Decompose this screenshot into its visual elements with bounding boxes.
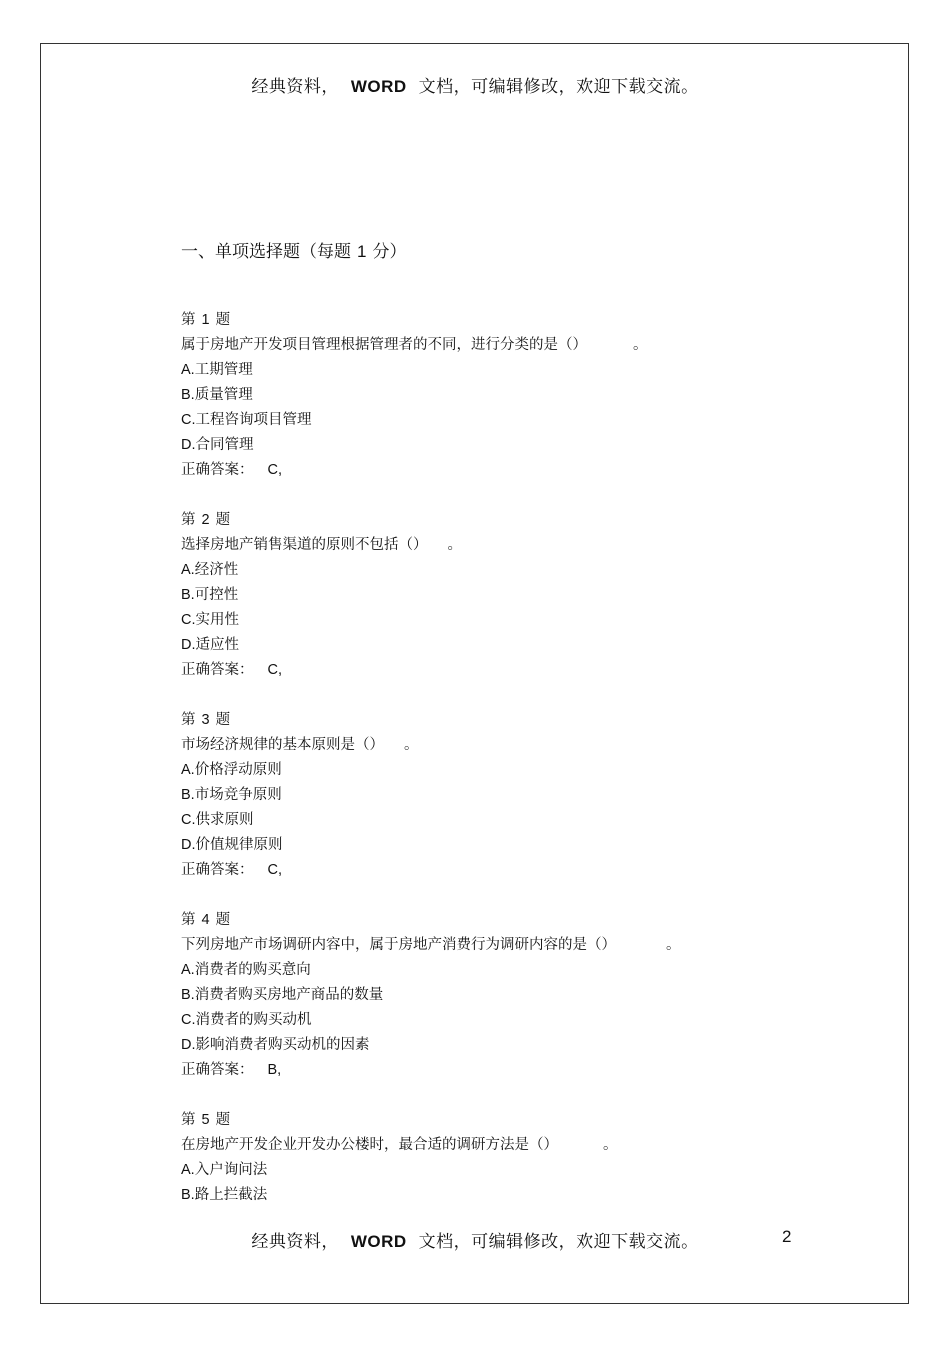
answer-option-text: 可控性 bbox=[194, 587, 239, 603]
section-title-pre: 一、单项选择题（每题 bbox=[181, 242, 351, 262]
answer-option-letter: B. bbox=[181, 587, 195, 603]
answer-option-letter: B. bbox=[181, 987, 195, 1003]
correct-answer-value: C, bbox=[267, 862, 282, 878]
answer-option-letter: A. bbox=[181, 962, 195, 978]
question-stem-end: 。 bbox=[633, 337, 648, 353]
question-stem-text: 在房地产开发企业开发办公楼时，最合适的调研方法是（） bbox=[181, 1137, 558, 1153]
answer-option-text: 价格浮动原则 bbox=[194, 762, 282, 778]
answer-option bbox=[181, 1159, 821, 1184]
question-stem bbox=[181, 534, 821, 559]
question-number-value: 5 bbox=[201, 1112, 210, 1128]
header-text-pre: 经典资料， bbox=[251, 77, 339, 97]
question-stem-end: 。 bbox=[603, 1137, 618, 1153]
question-number-post: 题 bbox=[215, 712, 231, 728]
question-number-pre: 第 bbox=[181, 1112, 196, 1128]
answer-option-text: 市场竞争原则 bbox=[194, 787, 282, 803]
answer-option-text: 经济性 bbox=[194, 562, 239, 578]
answer-option-letter: C. bbox=[181, 412, 196, 428]
question-stem bbox=[181, 1134, 821, 1159]
question-number bbox=[181, 1109, 821, 1134]
answer-option-letter: D. bbox=[181, 437, 196, 453]
question-number-post: 题 bbox=[215, 1112, 231, 1128]
answer-option-letter: A. bbox=[181, 362, 195, 378]
page-footer bbox=[0, 1227, 950, 1252]
question-stem bbox=[181, 334, 821, 359]
question-number-value: 2 bbox=[201, 512, 210, 528]
question-number-pre: 第 bbox=[181, 712, 196, 728]
section-title-post: 分） bbox=[372, 242, 407, 262]
question-block bbox=[181, 1109, 821, 1209]
correct-answer bbox=[181, 859, 821, 884]
question-number-pre: 第 bbox=[181, 312, 196, 328]
answer-option bbox=[181, 984, 821, 1009]
answer-option bbox=[181, 384, 821, 409]
answer-option-letter: D. bbox=[181, 1037, 196, 1053]
answer-option-letter: B. bbox=[181, 1187, 195, 1203]
answer-option bbox=[181, 809, 821, 834]
answer-option-letter: C. bbox=[181, 1012, 196, 1028]
answer-option-text: 实用性 bbox=[195, 612, 239, 628]
question-number-pre: 第 bbox=[181, 512, 196, 528]
correct-answer-value: C, bbox=[267, 662, 282, 678]
answer-option-text: 供求原则 bbox=[195, 812, 254, 828]
footer-text-post: 文档，可编辑修改，欢迎下载交流。 bbox=[418, 1232, 699, 1252]
question-stem bbox=[181, 934, 821, 959]
answer-option bbox=[181, 1184, 821, 1209]
answer-option-text: 合同管理 bbox=[195, 437, 254, 453]
section-title-num: 1 bbox=[357, 242, 367, 261]
answer-option-letter: D. bbox=[181, 837, 196, 853]
answer-option bbox=[181, 609, 821, 634]
question-stem-text: 选择房地产销售渠道的原则不包括（） bbox=[181, 537, 428, 553]
answer-option bbox=[181, 409, 821, 434]
question-number-value: 3 bbox=[201, 712, 210, 728]
question-stem-text: 市场经济规律的基本原则是（） bbox=[181, 737, 384, 753]
answer-option-text: 消费者的购买意向 bbox=[194, 962, 311, 978]
answer-option bbox=[181, 1009, 821, 1034]
answer-option-letter: B. bbox=[181, 787, 195, 803]
question-number bbox=[181, 509, 821, 534]
answer-option bbox=[181, 1034, 821, 1059]
question-block bbox=[181, 509, 821, 684]
header-text-post: 文档，可编辑修改，欢迎下载交流。 bbox=[418, 77, 699, 97]
question-block bbox=[181, 709, 821, 884]
answer-option bbox=[181, 559, 821, 584]
correct-answer-value: C, bbox=[267, 462, 282, 478]
answer-option-text: 入户询问法 bbox=[194, 1162, 268, 1178]
answer-option-letter: C. bbox=[181, 612, 196, 628]
answer-option bbox=[181, 959, 821, 984]
answer-option-text: 消费者购买房地产商品的数量 bbox=[194, 987, 384, 1003]
correct-answer bbox=[181, 659, 821, 684]
question-number bbox=[181, 309, 821, 334]
question-number bbox=[181, 909, 821, 934]
answer-option bbox=[181, 834, 821, 859]
footer-word: WORD bbox=[350, 1232, 407, 1251]
answer-option-text: 影响消费者购买动机的因素 bbox=[195, 1037, 370, 1053]
answer-option bbox=[181, 784, 821, 809]
section-title bbox=[181, 237, 406, 262]
answer-option-text: 路上拦截法 bbox=[194, 1187, 268, 1203]
header-word: WORD bbox=[350, 77, 407, 96]
question-stem-end: 。 bbox=[666, 937, 681, 953]
question-stem-text: 属于房地产开发项目管理根据管理者的不同，进行分类的是（） bbox=[181, 337, 587, 353]
question-number-post: 题 bbox=[215, 312, 231, 328]
answer-option-text: 适应性 bbox=[195, 637, 239, 653]
answer-option bbox=[181, 359, 821, 384]
correct-answer bbox=[181, 1059, 821, 1084]
answer-option-letter: A. bbox=[181, 1162, 195, 1178]
answer-option bbox=[181, 584, 821, 609]
correct-answer-label: 正确答案： bbox=[181, 462, 254, 478]
footer-text-pre: 经典资料， bbox=[251, 1232, 339, 1252]
answer-option-letter: A. bbox=[181, 562, 195, 578]
answer-option bbox=[181, 634, 821, 659]
answer-option-text: 消费者的购买动机 bbox=[195, 1012, 312, 1028]
correct-answer-value: B, bbox=[267, 1062, 282, 1078]
question-number-value: 1 bbox=[201, 312, 210, 328]
question-stem-end: 。 bbox=[447, 537, 462, 553]
correct-answer-label: 正确答案： bbox=[181, 1062, 254, 1078]
answer-option-text: 价值规律原则 bbox=[195, 837, 283, 853]
question-stem bbox=[181, 734, 821, 759]
question-stem-text: 下列房地产市场调研内容中，属于房地产消费行为调研内容的是（） bbox=[181, 937, 616, 953]
answer-option-text: 质量管理 bbox=[194, 387, 253, 403]
answer-option-letter: C. bbox=[181, 812, 196, 828]
question-number-post: 题 bbox=[215, 512, 231, 528]
answer-option-letter: B. bbox=[181, 387, 195, 403]
question-list bbox=[181, 309, 821, 1234]
question-stem-end: 。 bbox=[404, 737, 419, 753]
question-number-pre: 第 bbox=[181, 912, 196, 928]
answer-option bbox=[181, 759, 821, 784]
question-block bbox=[181, 309, 821, 484]
answer-option bbox=[181, 434, 821, 459]
answer-option-text: 工期管理 bbox=[194, 362, 253, 378]
question-number-post: 题 bbox=[215, 912, 231, 928]
page-number: 2 bbox=[782, 1227, 792, 1246]
correct-answer bbox=[181, 459, 821, 484]
page-header bbox=[0, 72, 950, 97]
correct-answer-label: 正确答案： bbox=[181, 662, 254, 678]
answer-option-letter: D. bbox=[181, 637, 196, 653]
question-block bbox=[181, 909, 821, 1084]
correct-answer-label: 正确答案： bbox=[181, 862, 254, 878]
question-number-value: 4 bbox=[201, 912, 210, 928]
answer-option-letter: A. bbox=[181, 762, 195, 778]
answer-option-text: 工程咨询项目管理 bbox=[195, 412, 312, 428]
question-number bbox=[181, 709, 821, 734]
